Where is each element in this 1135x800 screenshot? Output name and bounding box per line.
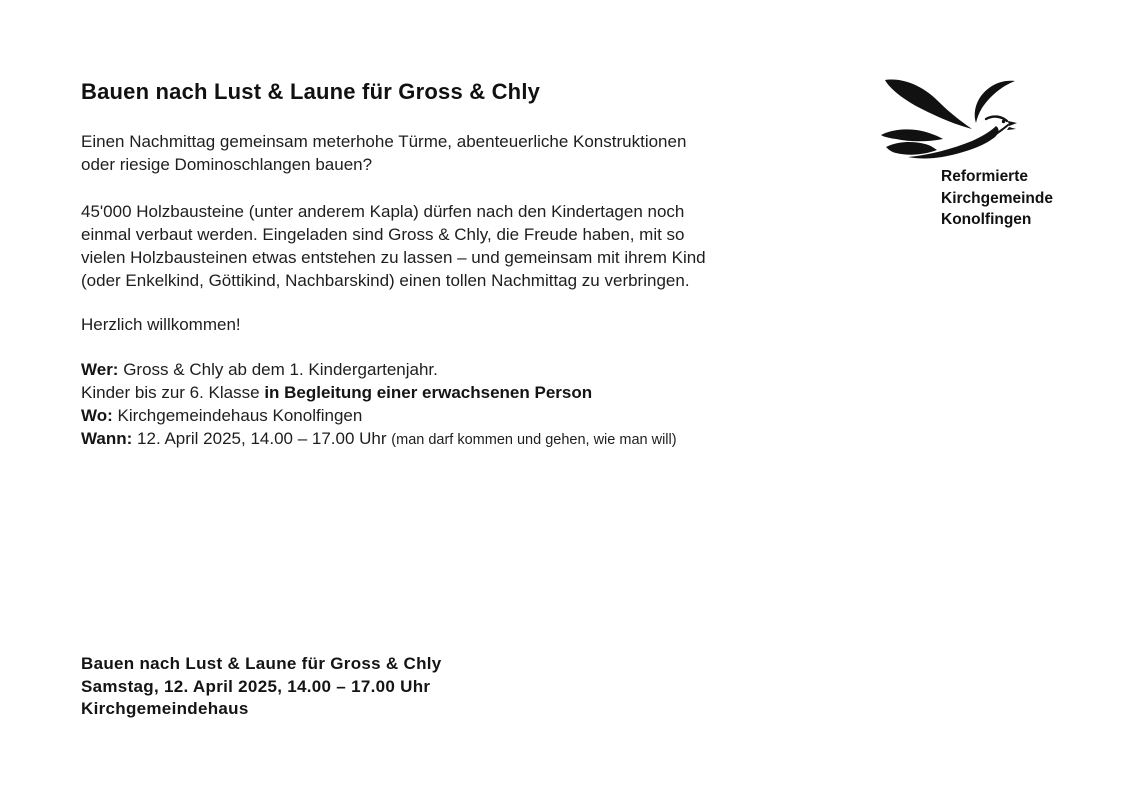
wo-label: Wo: xyxy=(81,406,113,425)
page-title: Bauen nach Lust & Laune für Gross & Chly xyxy=(81,79,541,104)
welcome-line: Herzlich willkommen! xyxy=(81,315,241,334)
footer-summary xyxy=(81,653,442,721)
main-line-1: 45'000 Holzbausteine (unter anderem Kapla) dürfen nach den Kindertagen noch xyxy=(81,202,685,221)
footer-line-1: Bauen nach Lust & Laune für Gross & Chly xyxy=(81,654,442,673)
footer-line-3: Kirchgemeindehaus xyxy=(81,699,249,718)
logo-wordmark xyxy=(941,166,1053,231)
main-line-2: einmal verbaut werden. Eingeladen sind Gross & Chly, die Freude haben, mit so xyxy=(81,225,685,244)
detail-wer-line xyxy=(81,358,677,381)
intro-line-2: oder riesige Dominoschlangen bauen? xyxy=(81,155,373,174)
footer-line-2: Samstag, 12. April 2025, 14.00 – 17.00 Uhr xyxy=(81,676,431,696)
intro-line-1: Einen Nachmittag gemeinsam meterhohe Türme, abenteuerliche Konstruktionen xyxy=(81,132,687,151)
wann-value: 12. April 2025, 14.00 – 17.00 Uhr xyxy=(132,429,392,448)
logo-line-3: Konolfingen xyxy=(941,211,1032,228)
detail-kinder-line xyxy=(81,381,677,404)
kinder-regular: Kinder bis zur 6. Klasse xyxy=(81,383,265,402)
wann-note: (man darf kommen und gehen, wie man will) xyxy=(391,432,677,448)
event-details xyxy=(81,358,677,452)
main-line-4: (oder Enkelkind, Göttikind, Nachbarskind) einen tollen Nachmittag zu verbringen. xyxy=(81,271,690,290)
kinder-bold: in Begleitung einer erwachsenen Person xyxy=(264,383,593,402)
logo-line-1: Reformierte xyxy=(941,168,1028,185)
main-line-3: vielen Holzbausteinen etwas entstehen zu lassen – und gemeinsam mit ihrem Kind xyxy=(81,248,706,267)
logo-line-2: Kirchgemeinde xyxy=(941,189,1053,207)
wann-label: Wann: xyxy=(81,429,133,448)
wo-value: Kirchgemeindehaus Konolfingen xyxy=(112,406,363,425)
dove-icon xyxy=(880,78,1018,162)
detail-wo-line xyxy=(81,404,677,427)
intro-paragraph xyxy=(81,130,686,176)
wer-label: Wer: xyxy=(81,360,119,379)
wer-value: Gross & Chly ab dem 1. Kindergartenjahr. xyxy=(118,360,438,379)
main-paragraph xyxy=(81,200,706,292)
detail-wann-line xyxy=(81,427,677,452)
